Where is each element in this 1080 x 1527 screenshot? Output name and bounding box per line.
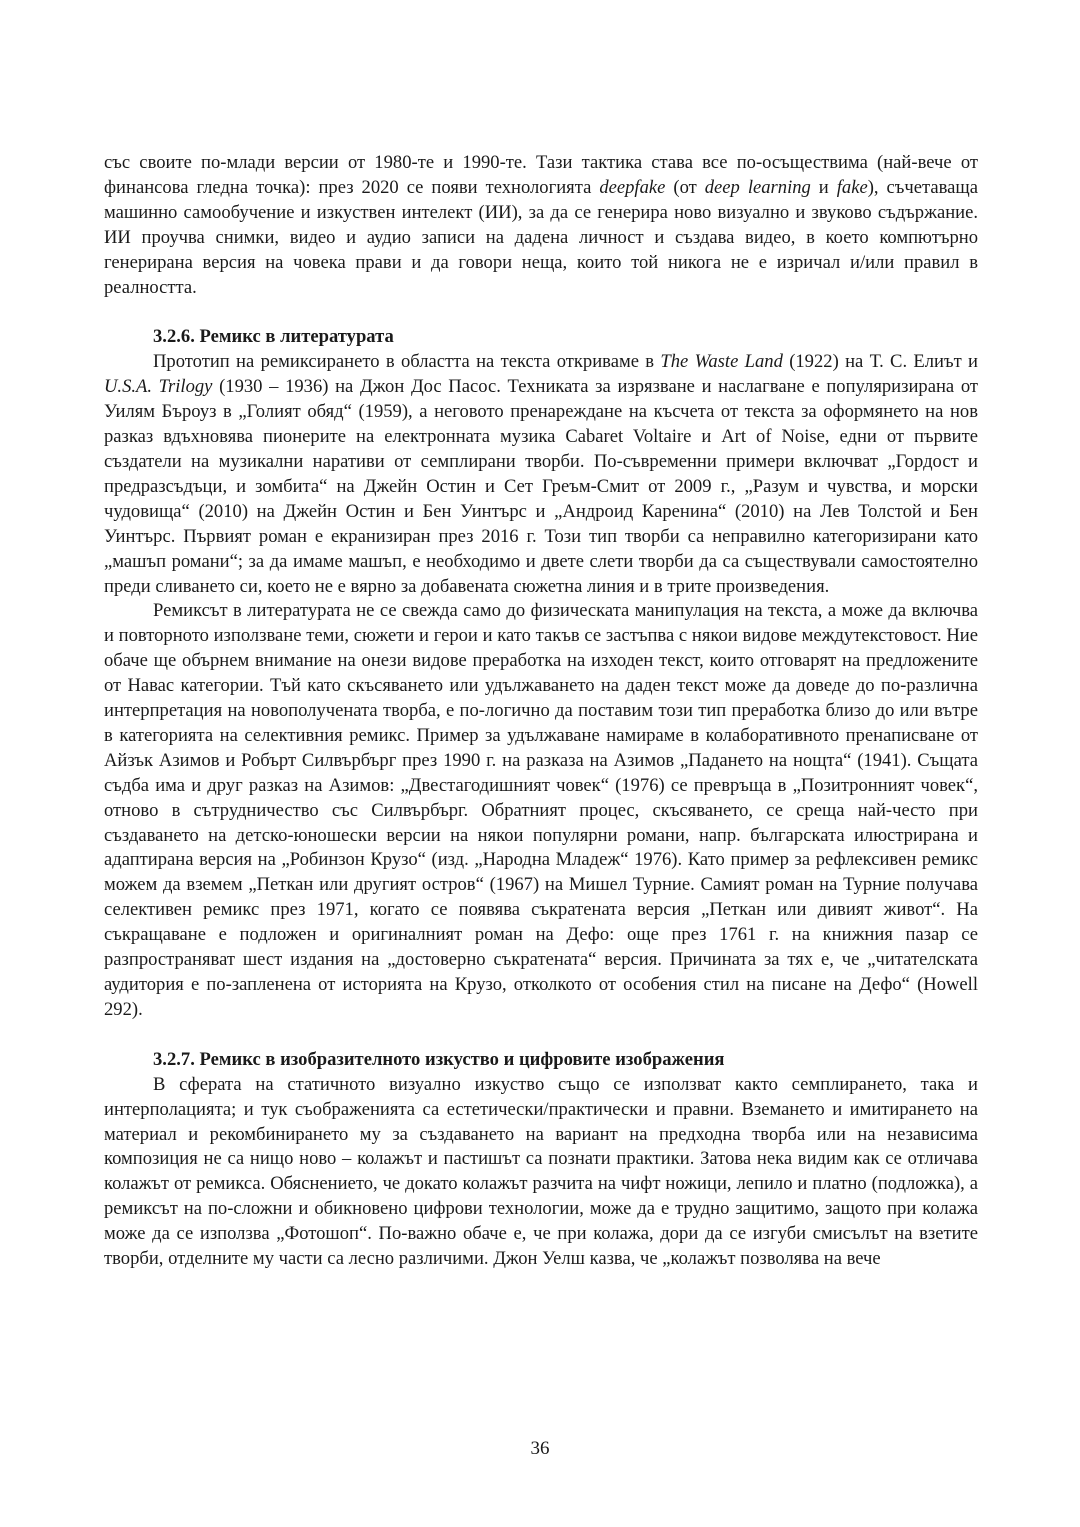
title-usa-trilogy: U.S.A. Trilogy — [104, 376, 213, 398]
term-deep-learning: deep learning — [704, 176, 811, 198]
paragraph-literature-1: Прототип на ремиксирането в областта на текста откриваме в The Waste Land (1922) на Т. С. Елиът и U.S.A. Trilogy (1930 – 1936) на Джон Дос Пасос. Техниката за изрязване и наслагване е популяризирана от Уилям Бъроуз в „Голият обяд“ (1959), а неговото пренареждане на късчета от текста за оформянето на нов разказ вдъхновява пионерите на електронната музика Cabaret Voltaire и Art of Noise, едни от първите създатели на музикални наративи от семплирани творби. По-съвременни примери включват „Гордост и предразсъдъци, и зомбита“ на Джейн Остин и Сет Греъм-Смит от 2009 г., „Разум и чувства, и морски чудовища“ (2010) на Джейн Остин и Бен Уинтърс и „Андроид Каренина“ (2010) на Лев Толстой и Бен Уинтърс. Първият роман е екранизиран през 2016 г. Този тип творби са неправилно категоризирани като „машъп романи“; за да имаме машъп, е необходимо и двете слети творби да са съществували самостоятелно преди сливането си, което не е вярно за добавената сюжетна линия и в трите произведения. — [104, 351, 979, 597]
paragraph-visual-art-1: В сферата на статичното визуално изкуство също се използват както семплирането, така и интерполацията; и тук съображенията са естетически/практически и правни. Вземането и имитирането на материал и рекомбинирането му за създаването на вариант на предходна творба или на независима композиция не са нищо ново – колажът и пастишът са познати практики. Затова нека видим как се отличава колажът от ремикса. Обяснението, че докато колажът разчита на чифт ножици, лепило и платно (подложка), а ремиксът на по-сложни и обикновено цифрови технологии, може да е трудно защитимо, защото при колажа може да се използва „Фотошоп“. По-важно обаче е, че при колажа, дори да се изгуби смисълът на взетите творби, отделните му части са лесно различими. Джон Уелш казва, че „колажът позволява на вече — [104, 1073, 978, 1270]
term-fake: fake — [836, 176, 868, 198]
section-spacer — [104, 300, 978, 325]
title-waste-land: The Waste Land — [660, 351, 783, 373]
document-page — [104, 151, 978, 1272]
section-heading-3-2-7: 3.2.7. Ремикс в изобразителното изкуство и цифровите изображения — [153, 1048, 725, 1070]
paragraph-literature-2: Ремиксът в литературата не се свежда само до физическата манипулация на текста, а може да включва и повторното използване теми, сюжети и герои и като такъв се застъпва с някои видове междутекстовост. Ние обаче ще обърнем внимание на онези видове преработка на изходен текст, които отговарят на предложените от Навас категории. Тъй като скъсяването или удължаването на даден текст може да доведе до по-различна интерпретация на новополучената творба, е по-логично да поставим този тип преработка близо до или вътре в категорията на селективния ремикс. Пример за удължаване намираме в колаборативното пренаписване от Айзък Азимов и Робърт Силвърбърг през 1990 г. на разказа на Азимов „Падането на нощта“ (1941). Същата съдба има и друг разказ на Азимов: „Двестагодишният човек“ (1976) се превръща в „Позитронният човек“, отново в сътрудничество със Силвърбърг. Обратният процес, скъсяването, се среща най-често при създаването на детско-юношески версии на някои популярни романи, напр. българската илюстрирана и адаптирана версия на „Робинзон Крузо“ (изд. „Народна Младеж“ 1976). Като пример за рефлексивен ремикс можем да вземем „Петкан или другият остров“ (1967) на Мишел Турние. Самият роман на Турние получава селективен ремикс през 1971, когато се появява съкратената версия „Петкан или дивият живот“. На съкращаване е подложен и оригиналният роман на Дефо: още през 1761 г. на книжния пазар се разпространяват шест издания на „достоверно съкратената“ версия. Причината за тях е, че „читателската аудитория е по-запленена от историята на Крузо, отколкото от особения стил на писане на Дефо“ (Howell 292). — [104, 600, 978, 1020]
continuation-paragraph: със своите по-млади версии от 1980-те и 1990-те. Тази тактика става все по-осъществима (най-вече от финансова гледна точка): през 2020 се появи технологията deepfake (от deep learning и fake), съчетаваща машинно самообучение и изкуствен интелект (ИИ), за да се генерира ново визуално и звуково съдържание. ИИ проучва снимки, видео и аудио записи на дадена личност и създава видео, в което компютърно генерирана версия на човека прави и да говори неща, които той никога не е изричал и/или правил в реалността. — [104, 152, 978, 298]
page-number: 36 — [530, 1438, 550, 1459]
section-spacer — [104, 1023, 978, 1048]
section-heading-3-2-6: 3.2.6. Ремикс в литературата — [153, 326, 394, 348]
term-deepfake: deepfake — [599, 176, 666, 198]
